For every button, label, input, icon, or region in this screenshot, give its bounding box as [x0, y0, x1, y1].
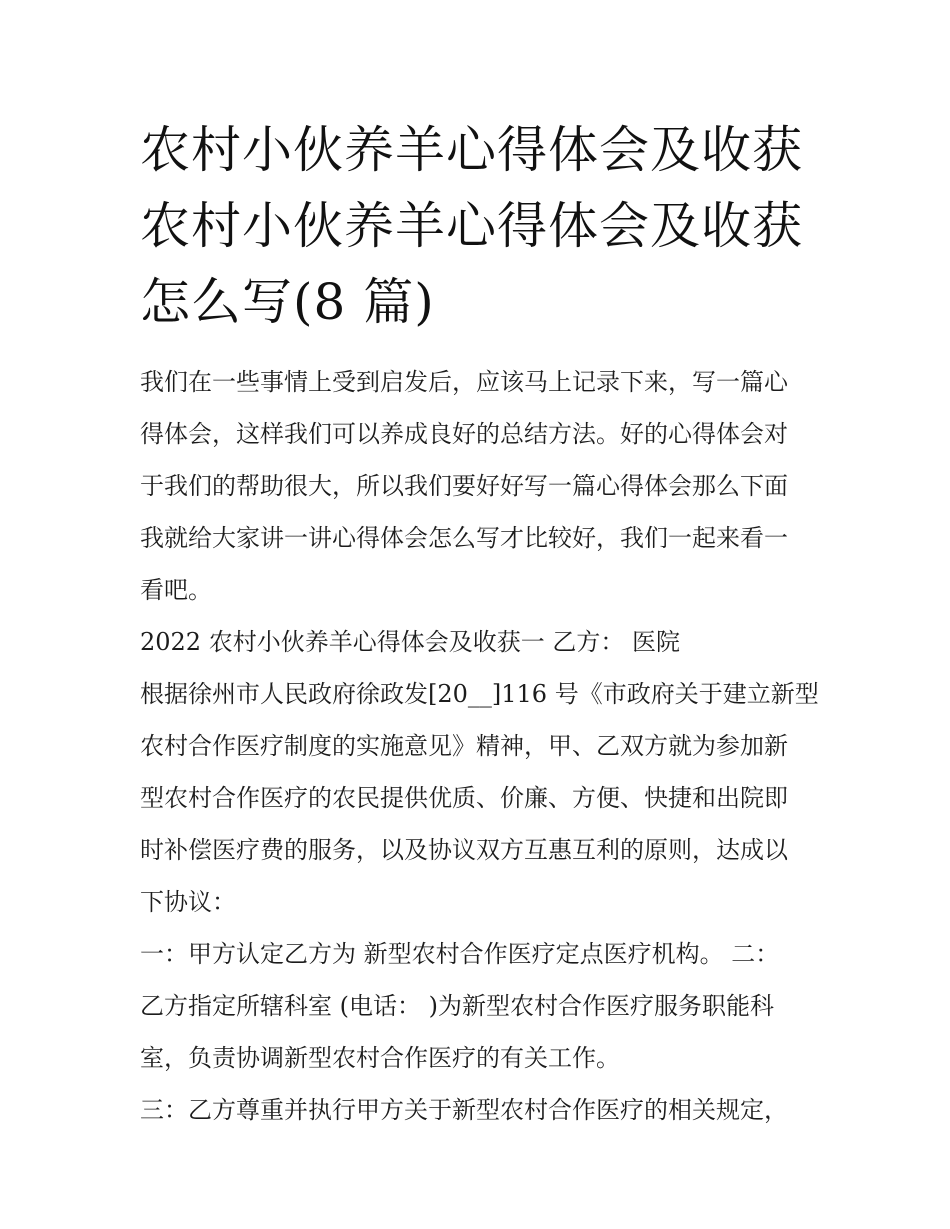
document-title	[140, 112, 820, 340]
title-line: 怎么写(8 篇)	[140, 273, 435, 331]
document-body	[140, 356, 819, 1136]
title-line: 农村小伙养羊心得体会及收获	[140, 121, 803, 179]
body-line: 看吧。	[140, 576, 212, 604]
body-line: 得体会，这样我们可以养成良好的总结方法。好的心得体会对	[140, 420, 788, 448]
body-line: 一：甲方认定乙方为 新型农村合作医疗定点医疗机构。 二：	[140, 940, 780, 968]
title-line: 农村小伙养羊心得体会及收获	[140, 197, 803, 255]
body-line: 室，负责协调新型农村合作医疗的有关工作。	[140, 1044, 620, 1072]
body-line: 乙方指定所辖科室 (电话： )为新型农村合作医疗服务职能科	[140, 992, 774, 1020]
body-line: 时补偿医疗费的服务，以及协议双方互惠互利的原则，达成以	[140, 836, 788, 864]
body-line: 型农村合作医疗的农民提供优质、价廉、方便、快捷和出院即	[140, 784, 788, 812]
body-line: 农村合作医疗制度的实施意见》精神，甲、乙双方就为参加新	[140, 732, 788, 760]
body-line: 我们在一些事情上受到启发后，应该马上记录下来，写一篇心	[140, 368, 788, 396]
body-line: 2022 农村小伙养羊心得体会及收获一 乙方： 医院	[140, 628, 680, 656]
body-line: 我就给大家讲一讲心得体会怎么写才比较好，我们一起来看一	[140, 524, 788, 552]
body-line: 根据徐州市人民政府徐政发[20__]116 号《市政府关于建立新型	[140, 680, 819, 708]
body-line: 下协议：	[140, 888, 236, 916]
body-line: 于我们的帮助很大，所以我们要好好写一篇心得体会那么下面	[140, 472, 788, 500]
body-line: 三：乙方尊重并执行甲方关于新型农村合作医疗的相关规定，	[140, 1096, 788, 1124]
